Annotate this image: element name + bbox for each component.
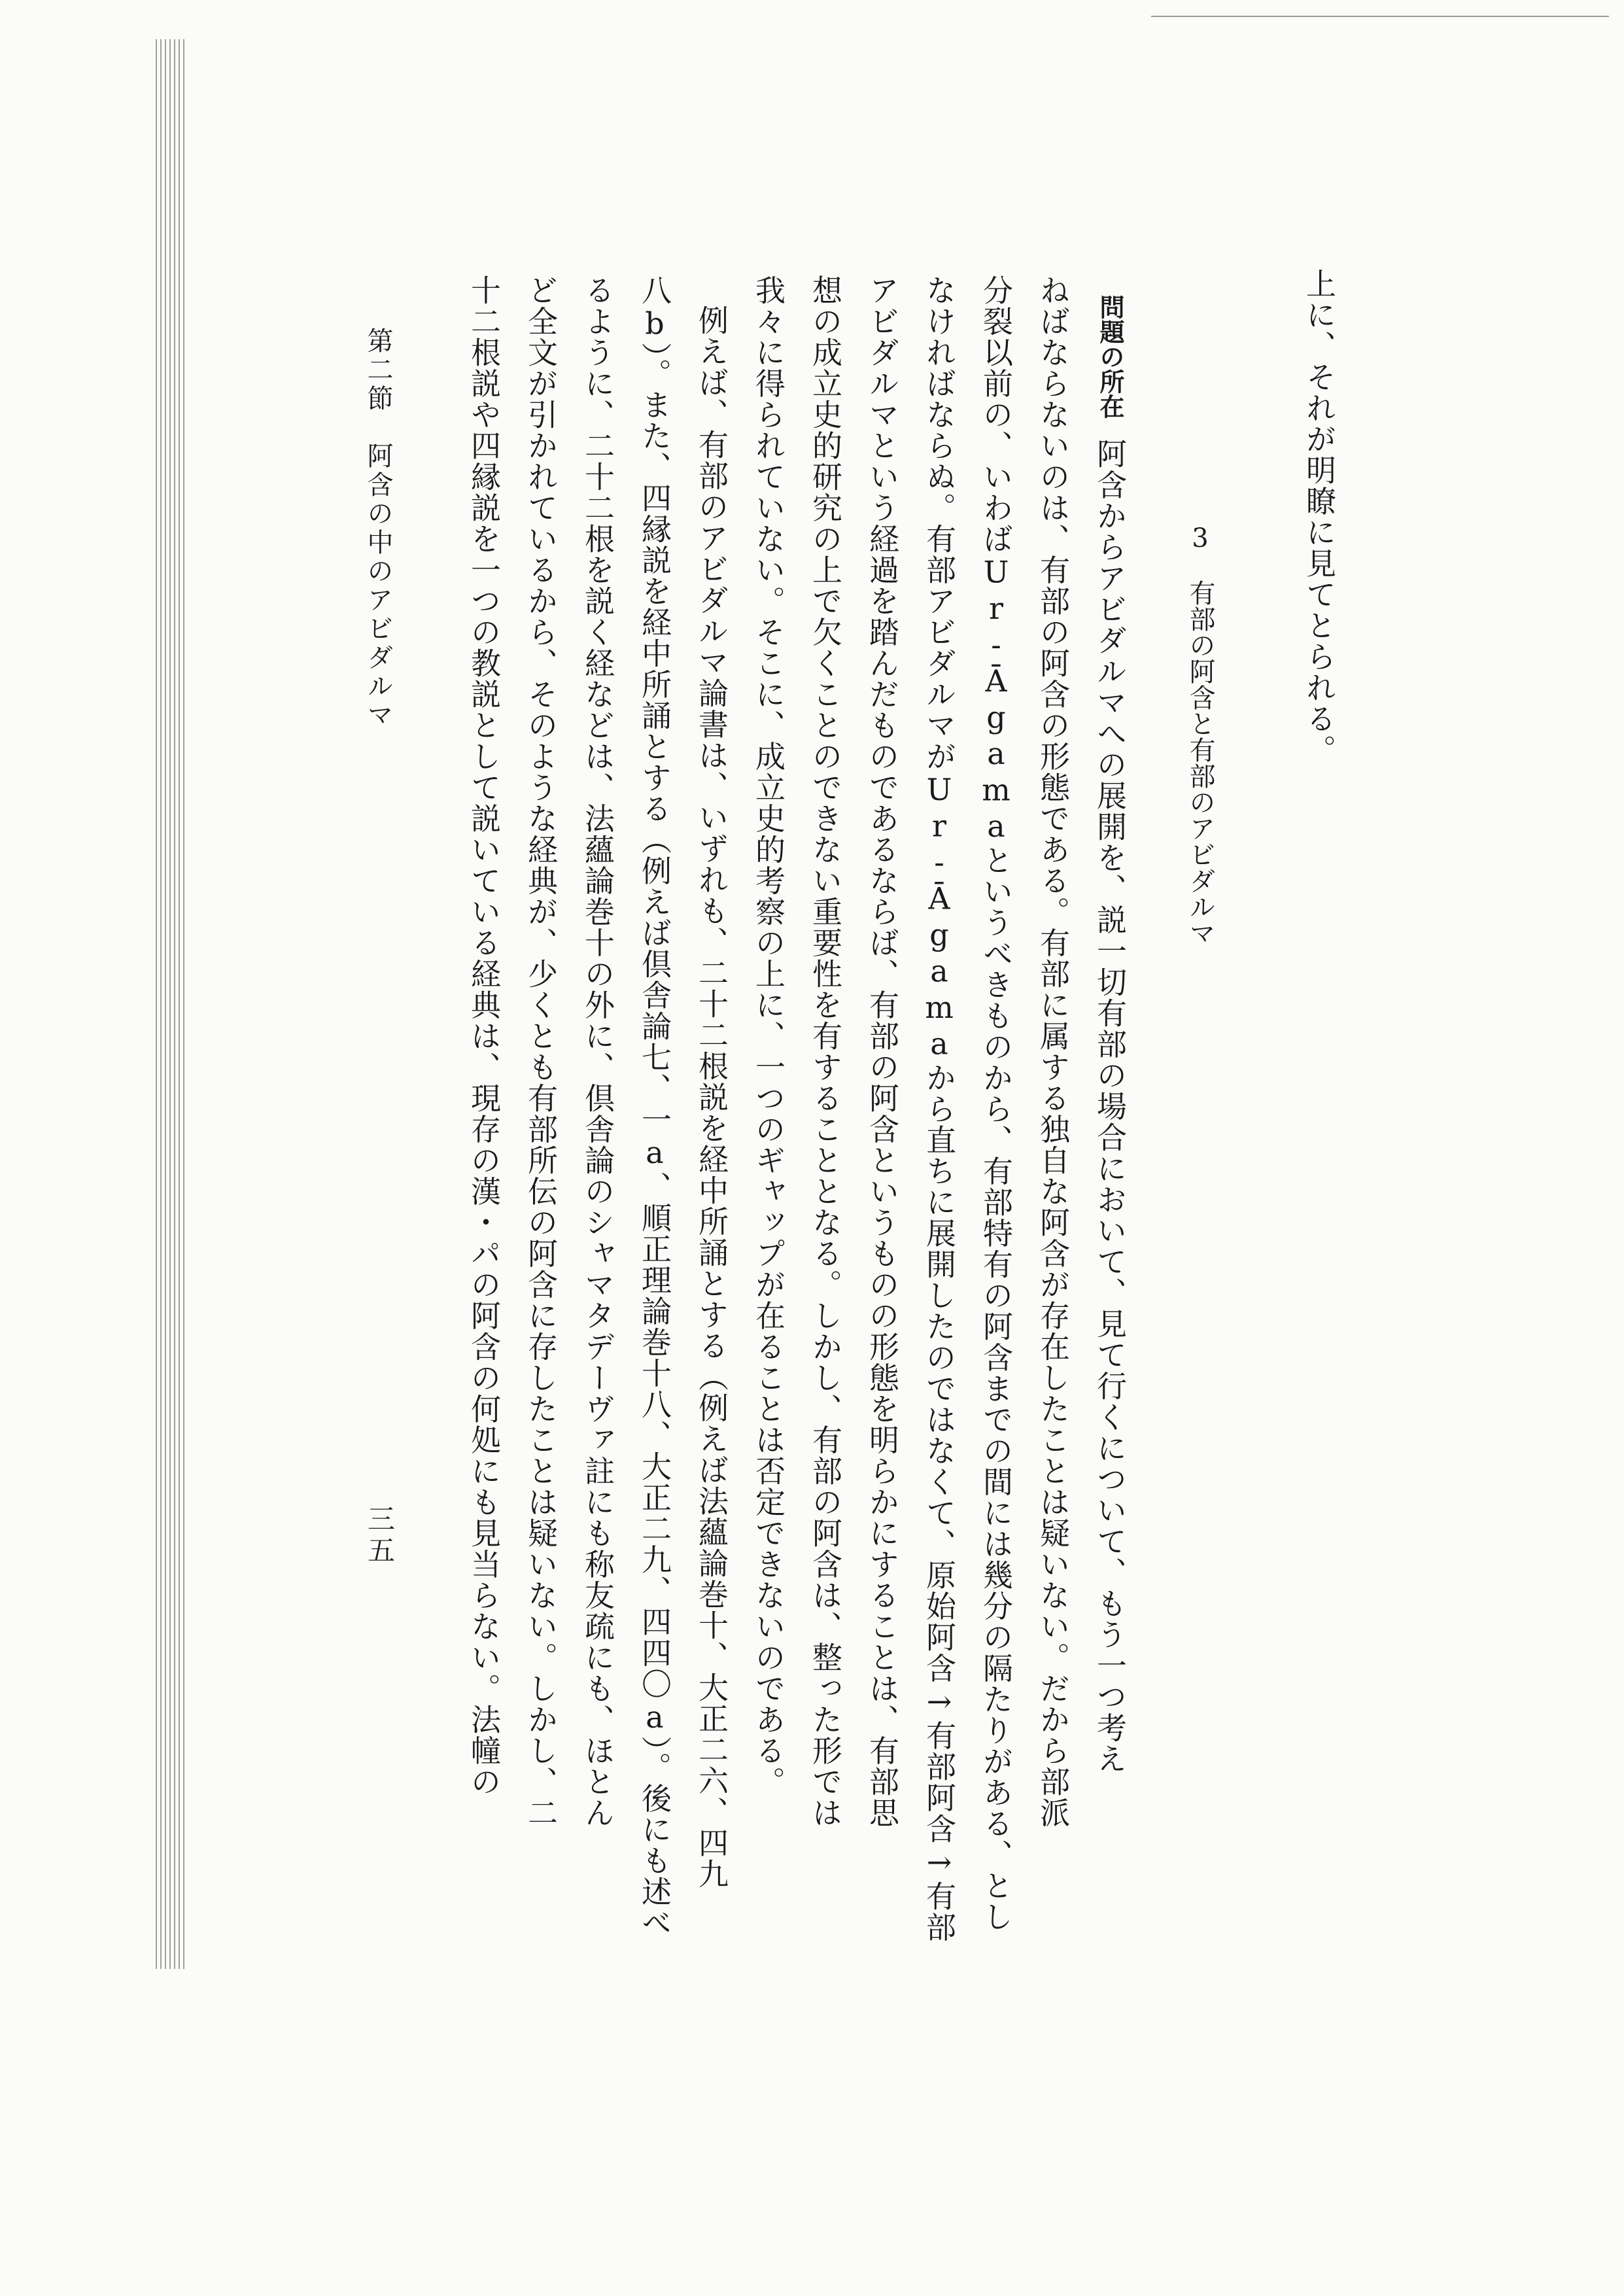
text-column-4: 阿含からアビダルマへの展開を、説一切有部の場合において、見て行くについて、もう一つ考え (1092, 438, 1128, 1775)
text-column-6: 分裂以前の、いわばUr-Āgamaというべきものから、有部特有の阿含までの間には幾分の隔たりがある、とし (978, 275, 1014, 1932)
book-page (340, 268, 1337, 1943)
text-column-1: 上に、それが明瞭に見てとられる。 (1302, 268, 1337, 765)
text-column-11: 例えば、有部のアビダルマ論書は、いずれも、二十二根説を経中所誦とする（例えば法蘊論巻十、大正二六、四九 (694, 305, 729, 1890)
text-column-15: 十二根説や四縁説を一つの教説として説いている経典は、現存の漢・パの阿含の何処にも見当らない。法幢の (466, 275, 502, 1798)
text-column-14: ど全文が引かれているから、そのような経典が、少くとも有部所伝の阿含に存したことは疑いない。しかし、二 (523, 275, 559, 1828)
text-column-8: アビダルマという経過を踏んだものであるならば、有部の阿含というものの形態を明らかにすることは、有部思 (865, 275, 900, 1828)
text-column-9: 想の成立史的研究の上で欠くことのできない重要性を有することとなる。しかし、有部の阿含は、整った形では (808, 275, 843, 1828)
text-column-5: ねばならないのは、有部の阿含の形態である。有部に属する独自な阿含が存在したことは疑いない。だから部派 (1035, 275, 1071, 1828)
text-column-10: 我々に得られていない。そこに、成立史的考察の上に、一つのギャップが在ることは否定できないのである。 (751, 275, 786, 1798)
text-column-7: なければならぬ。有部アビダルマがUr-Āgamaから直ちに展開したのではなくて、原始阿含→有部阿含→有部 (922, 275, 957, 1943)
running-footer: 第二節 阿含の中のアビダルマ (363, 327, 393, 730)
binding-shadow (156, 39, 186, 1969)
page-number: 三五 (364, 1505, 396, 1567)
side-heading: 問題の所在 (1096, 294, 1124, 419)
section-heading: 3 有部の阿含と有部のアビダルマ (1185, 523, 1215, 946)
text-column-12: 八b）。また、四縁説を経中所誦とする（例えば倶舎論七、一a、順正理論巻十八、大正二九、四四〇a）。後にも述べ (637, 275, 672, 1938)
text-column-13: るように、二十二根を説く経などは、法蘊論巻十の外に、倶舎論のシャマタデーヴァ註にも称友疏にも、ほとん (580, 275, 615, 1828)
top-edge-rule (1151, 16, 1609, 17)
